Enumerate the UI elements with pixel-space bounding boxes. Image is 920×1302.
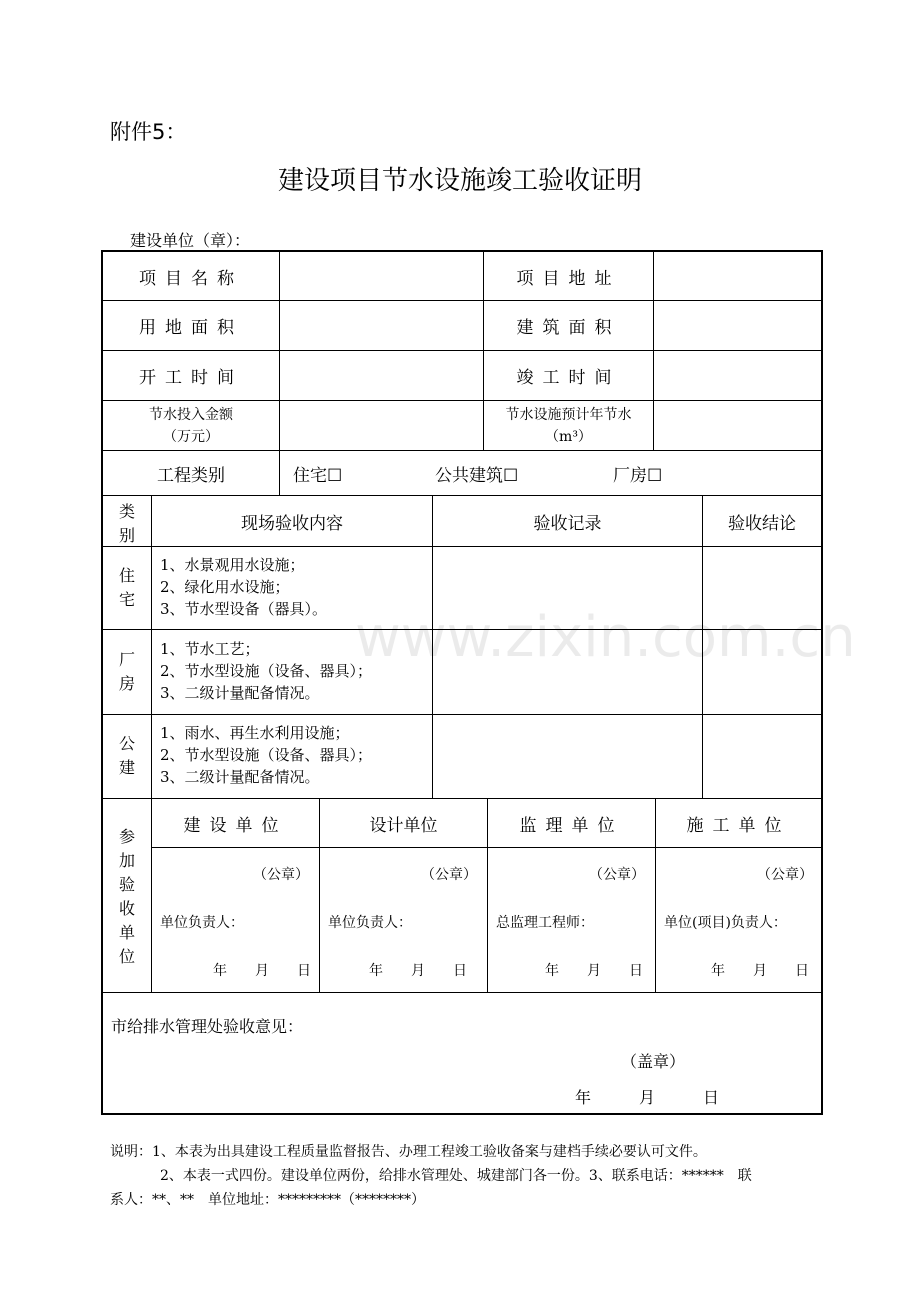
list-item: 1、雨水、再生水利用设施； xyxy=(160,724,350,742)
label-annual-saving-line1: 节水设施预计年节水 xyxy=(505,406,632,423)
field-land-area[interactable] xyxy=(280,301,483,350)
type-public-building: 公建 xyxy=(118,734,135,777)
unit-name-supervision: 监理单位 xyxy=(519,815,624,836)
watermark: www.zixin.com.cn xyxy=(355,605,856,670)
list-item: 1、节水工艺； xyxy=(160,640,260,658)
label-investment xyxy=(103,401,279,450)
opinion-date: 年 月 日 xyxy=(575,1088,720,1107)
date-design: 年 月 日 xyxy=(369,963,467,979)
date-construction: 年 月 日 xyxy=(213,963,311,979)
option-public-building[interactable]: 公共建筑☐ xyxy=(435,465,519,486)
list-item: 3、节水型设备（器具）。 xyxy=(160,600,328,618)
label-annual-saving xyxy=(484,401,653,450)
unit-name-contractor: 施工单位 xyxy=(686,815,791,836)
record-factory[interactable] xyxy=(433,630,702,714)
label-land-area: 用地面积 xyxy=(139,318,243,338)
field-project-name[interactable] xyxy=(280,252,483,300)
signer-supervision: 总监理工程师： xyxy=(496,915,594,931)
opinion-label: 市给排水管理处验收意见： xyxy=(111,1017,304,1036)
signer-contractor: 单位(项目)负责人： xyxy=(664,915,787,931)
participants-side-label: 参加验收单位 xyxy=(118,827,135,966)
notes-line-1: 说明：1、本表为出具建设工程质量监督报告、办理工程竣工验收备案与建档手续必要认可文件。 xyxy=(110,1144,707,1160)
signer-design: 单位负责人： xyxy=(328,915,412,931)
signer-construction: 单位负责人： xyxy=(160,915,244,931)
seal-construction: （公章） xyxy=(253,867,309,883)
inspection-items-residential xyxy=(160,554,327,620)
label-investment-line1: 节水投入金额 xyxy=(149,406,233,423)
date-supervision: 年 月 日 xyxy=(545,963,643,979)
seal-design: （公章） xyxy=(421,867,477,883)
list-item: 2、绿化用水设施； xyxy=(160,578,290,596)
inspection-items-factory xyxy=(160,638,372,704)
header-inspection-record: 验收记录 xyxy=(533,513,602,534)
type-residential: 住宅 xyxy=(118,566,135,609)
list-item: 2、节水型设施（设备、器具）； xyxy=(160,746,373,764)
list-item: 3、二级计量配备情况。 xyxy=(160,684,320,702)
option-factory[interactable]: 厂房☐ xyxy=(613,465,663,486)
seal-contractor: （公章） xyxy=(757,867,813,883)
attachment-label: 附件5： xyxy=(110,120,187,144)
field-investment[interactable] xyxy=(280,401,483,450)
field-building-area[interactable] xyxy=(654,301,821,350)
type-factory: 厂房 xyxy=(118,650,135,693)
conclusion-residential[interactable] xyxy=(703,547,821,629)
field-project-address[interactable] xyxy=(654,252,821,300)
list-item: 3、二级计量配备情况。 xyxy=(160,768,320,786)
inspection-items-public xyxy=(160,722,372,788)
option-residential[interactable]: 住宅☐ xyxy=(293,465,343,486)
header-inspection-content: 现场验收内容 xyxy=(241,513,343,534)
unit-name-construction: 建设单位 xyxy=(183,815,288,836)
header-category: 类别 xyxy=(118,502,135,545)
list-item: 2、节水型设施（设备、器具）； xyxy=(160,662,373,680)
list-item: 1、水景观用水设施； xyxy=(160,556,305,574)
field-completion-time[interactable] xyxy=(654,351,821,400)
notes-line-3: 系人：**、** 单位地址：*********（********） xyxy=(110,1192,425,1208)
label-investment-line2: （万元） xyxy=(163,428,219,445)
field-start-time[interactable] xyxy=(280,351,483,400)
opinion-seal: （盖章） xyxy=(621,1052,686,1071)
acceptance-table xyxy=(101,250,823,1115)
notes-line-2: 2、本表一式四份。建设单位两份，给排水管理处、城建部门各一份。3、联系电话：****** 联 xyxy=(160,1168,752,1184)
label-project-category: 工程类别 xyxy=(157,465,225,486)
label-annual-saving-line2: （m³） xyxy=(545,428,592,445)
label-completion-time: 竣工时间 xyxy=(516,368,621,388)
conclusion-public-building[interactable] xyxy=(703,715,821,798)
conclusion-factory[interactable] xyxy=(703,630,821,714)
record-residential[interactable] xyxy=(433,547,702,629)
label-project-address: 项目地址 xyxy=(516,268,621,289)
date-contractor: 年 月 日 xyxy=(711,963,809,979)
construction-unit-label: 建设单位（章）： xyxy=(130,231,251,250)
label-project-name: 项目名称 xyxy=(139,268,243,289)
header-inspection-conclusion: 验收结论 xyxy=(728,513,796,534)
label-start-time: 开工时间 xyxy=(139,368,243,388)
seal-supervision: （公章） xyxy=(589,867,645,883)
label-building-area: 建筑面积 xyxy=(516,318,621,338)
document-title: 建设项目节水设施竣工验收证明 xyxy=(277,166,642,196)
field-annual-saving[interactable] xyxy=(654,401,821,450)
record-public-building[interactable] xyxy=(433,715,702,798)
unit-name-design: 设计单位 xyxy=(369,815,438,836)
